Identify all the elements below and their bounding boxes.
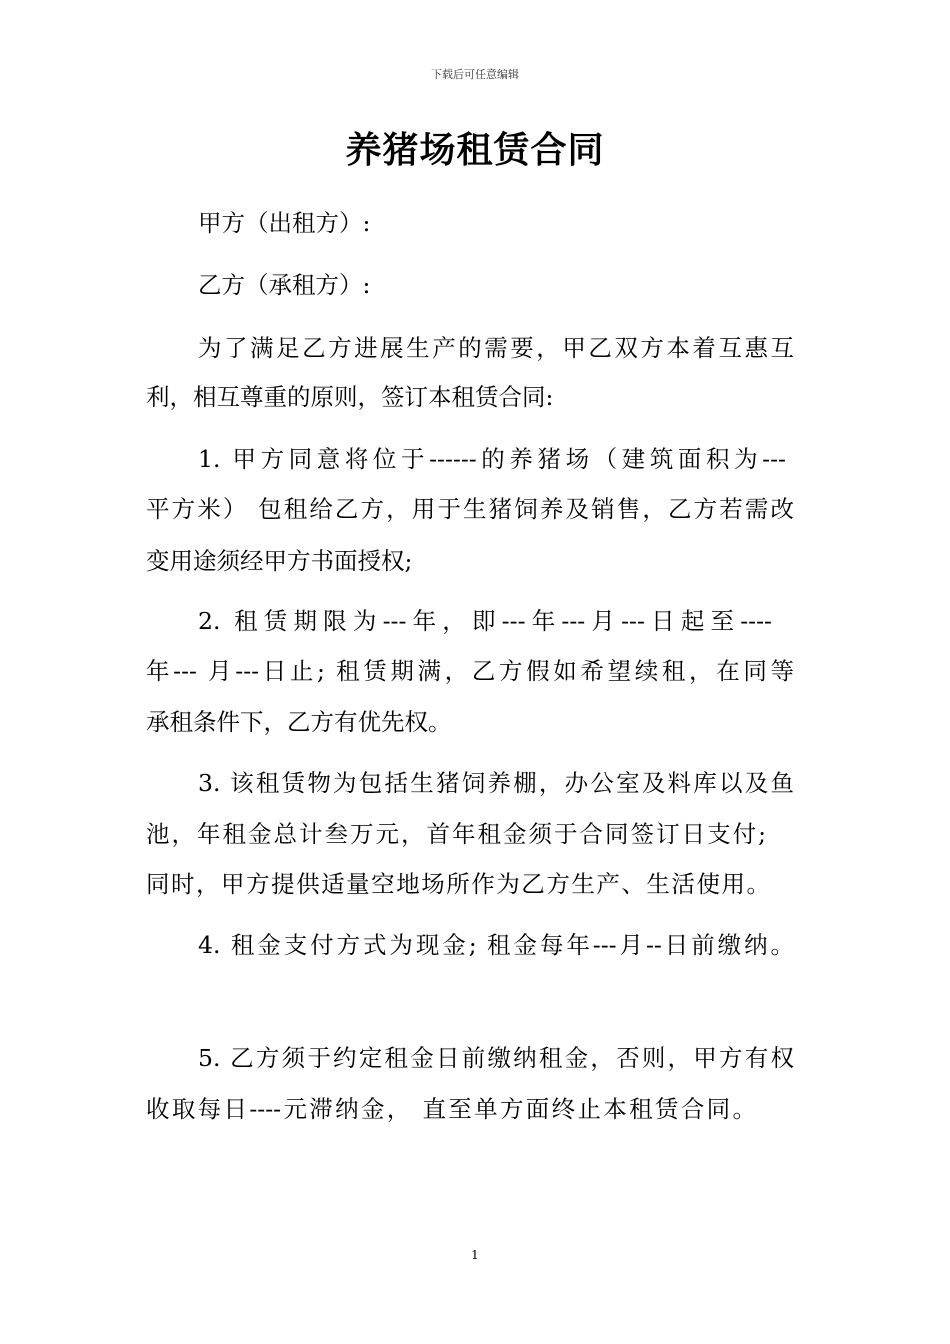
- clause-3-line-1: 3. 该租赁物为包括生猪饲养棚，办公室及料库以及鱼: [198, 769, 794, 797]
- clause-1-line-2: 平方米） 包租给乙方，用于生猪饲养及销售，乙方若需改: [146, 495, 794, 523]
- party-b-line: 乙方（承租方）:: [198, 271, 371, 299]
- preamble-line-2: 利，相互尊重的原则，签订本租赁合同:: [146, 383, 554, 411]
- clause-5-line-2: 收取每日----元滞纳金， 直至单方面终止本租赁合同。: [146, 1095, 756, 1123]
- clause-4-line-1: 4. 租金支付方式为现金; 租金每年---月--日前缴纳。: [198, 931, 794, 959]
- preamble-line-1: 为了满足乙方进展生产的需要，甲乙双方本着互惠互: [198, 334, 794, 362]
- clause-5-line-1: 5. 乙方须于约定租金日前缴纳租金，否则，甲方有权: [198, 1044, 794, 1072]
- page-number: 1: [471, 1248, 479, 1262]
- clause-1-line-1: 1. 甲方同意将位于------的养猪场（建筑面积为---: [198, 445, 786, 473]
- clause-2-line-1: 2. 租赁期限为---年，即---年---月---日起至----: [198, 607, 772, 635]
- clause-3-line-3: 同时，甲方提供适量空地场所作为乙方生产、生活使用。: [146, 870, 770, 898]
- clause-1-line-3: 变用途须经甲方书面授权;: [146, 547, 413, 575]
- clause-2-line-3: 承租条件下，乙方有优先权。: [146, 708, 452, 736]
- clause-3-line-2: 池，年租金总计叁万元，首年租金须于合同签订日支付;: [146, 820, 766, 848]
- clause-2-line-2: 年--- 月---日止; 租赁期满，乙方假如希望续租，在同等: [146, 657, 794, 685]
- party-a-line: 甲方（出租方）:: [198, 209, 371, 237]
- document-title: 养猪场租赁合同: [345, 129, 605, 171]
- header-note: 下载后可任意编辑: [431, 68, 519, 81]
